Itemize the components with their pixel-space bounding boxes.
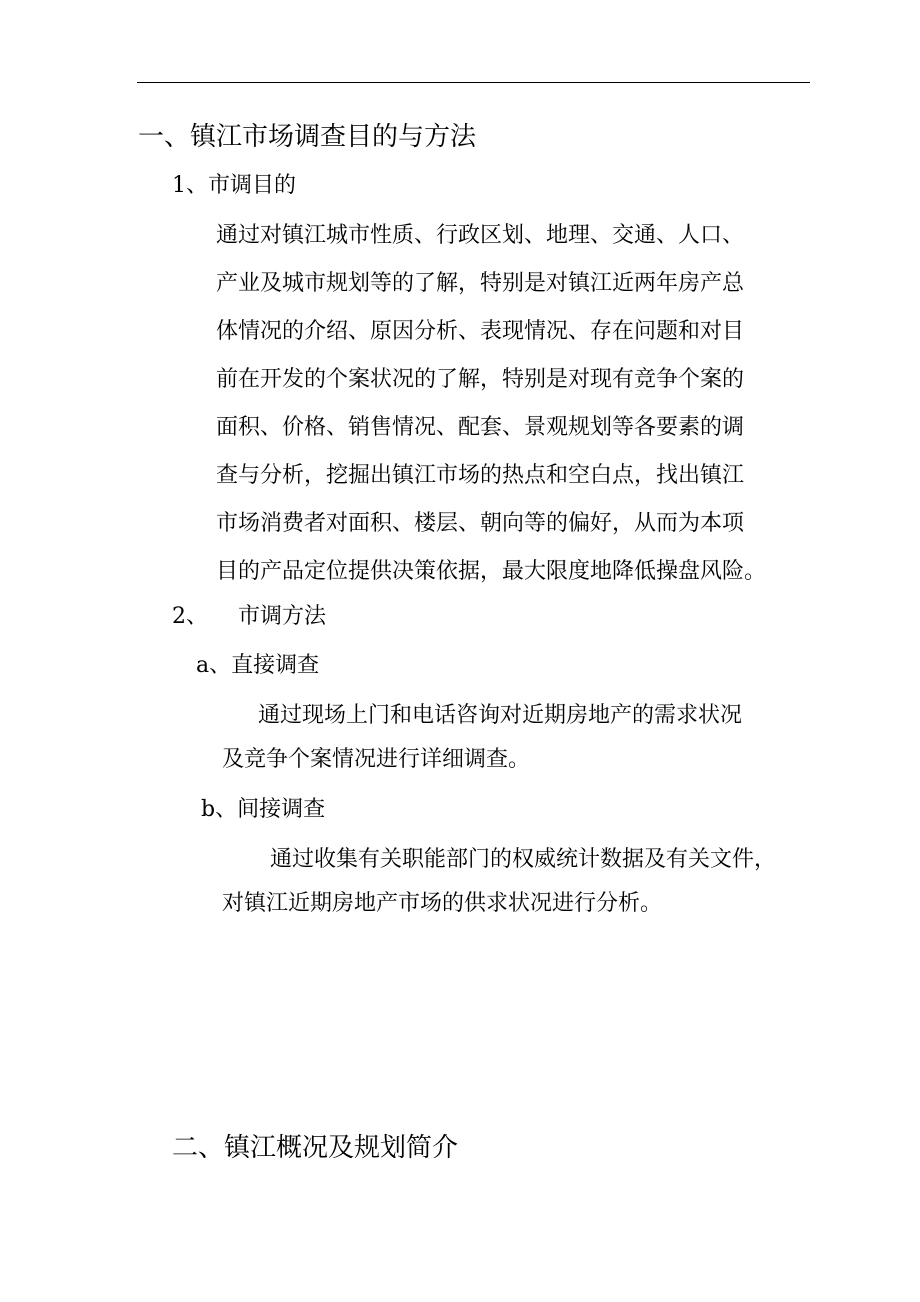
subsection-1-paragraph — [216, 212, 766, 596]
paragraph-line: 产业及城市规划等的了解，特别是对镇江近两年房产总 — [216, 271, 745, 296]
paragraph-line: 通过对镇江城市性质、行政区划、地理、交通、人口、 — [216, 223, 745, 248]
paragraph-line: 前在开发的个案状况的了解，特别是对现有竞争个案的 — [216, 367, 745, 392]
section-1-title: 一、镇江市场调查目的与方法 — [138, 122, 477, 152]
paragraph-line: 面积、价格、销售情况、配套、景观规划等各要素的调 — [216, 415, 745, 440]
paragraph-line: 体情况的介绍、原因分析、表现情况、存在问题和对目 — [216, 319, 745, 344]
method-b-heading: b、间接调查 — [201, 797, 326, 822]
subsection-2-number: 2、 — [172, 604, 208, 629]
paragraph-line: 对镇江近期房地产市场的供求状况进行分析。 — [222, 891, 663, 916]
header-rule — [137, 82, 810, 83]
method-a-paragraph — [222, 694, 742, 782]
paragraph-line: 通过收集有关职能部门的权威统计数据及有关文件， — [270, 847, 777, 872]
subsection-2-label: 市调方法 — [238, 604, 327, 629]
paragraph-line: 查与分析，挖掘出镇江市场的热点和空白点，找出镇江 — [216, 463, 745, 488]
paragraph-line: 通过现场上门和电话咨询对近期房地产的需求状况 — [258, 703, 743, 728]
section-2-title: 二、镇江概况及规划简介 — [172, 1133, 459, 1163]
paragraph-line: 及竞争个案情况进行详细调查。 — [222, 747, 531, 772]
paragraph-line: 市场消费者对面积、楼层、朝向等的偏好，从而为本项 — [216, 511, 745, 536]
paragraph-line: 目的产品定位提供决策依据，最大限度地降低操盘风险。 — [216, 559, 767, 584]
method-b-paragraph — [222, 838, 776, 926]
method-a-heading: a、直接调查 — [196, 653, 320, 678]
subsection-1-heading: 1、市调目的 — [172, 173, 296, 198]
